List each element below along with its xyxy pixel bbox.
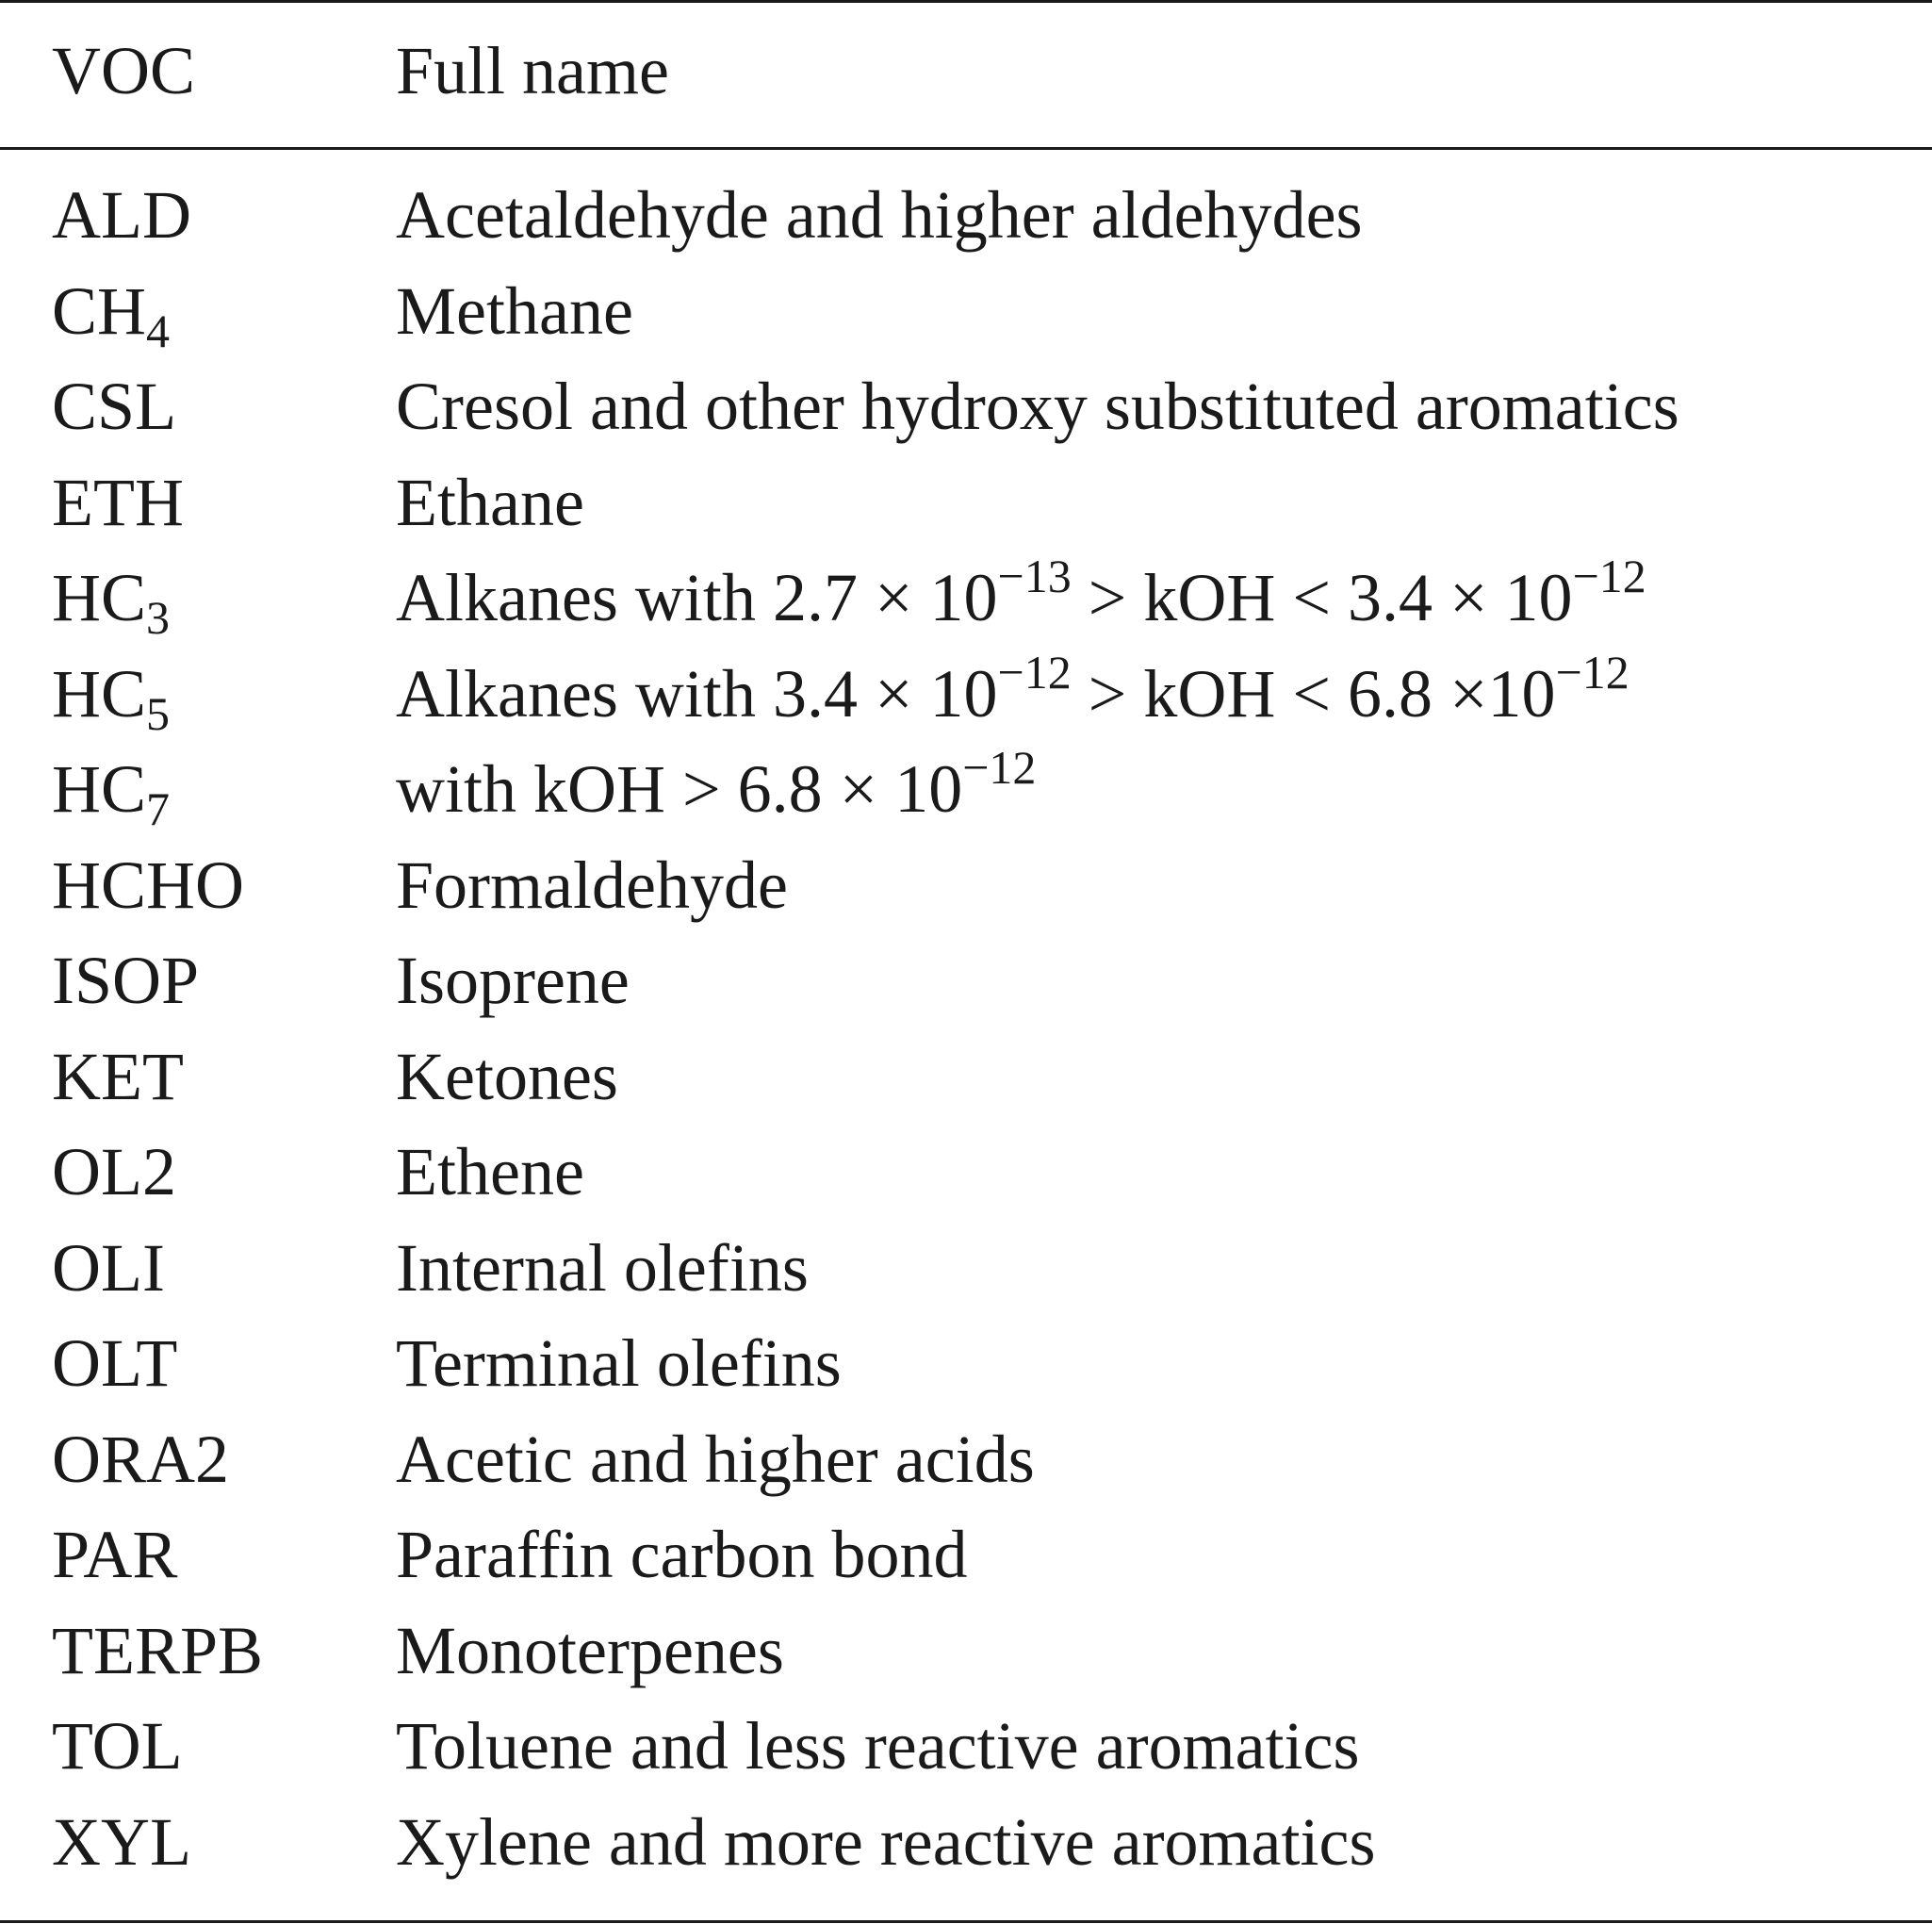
voc-code bbox=[52, 1125, 176, 1219]
voc-code-text: KET bbox=[52, 1039, 184, 1114]
table-row bbox=[0, 551, 1932, 645]
header-full-name: Full name bbox=[396, 33, 669, 108]
top-rule bbox=[0, 0, 1932, 3]
voc-code bbox=[52, 359, 176, 453]
voc-code bbox=[52, 168, 191, 262]
voc-full-name: Xylene and more reactive aromatics bbox=[396, 1804, 1376, 1880]
exponent: −12 bbox=[997, 646, 1072, 699]
table-header-row bbox=[0, 24, 1932, 118]
name-text: > kOH < 3.4 × 10 bbox=[1071, 560, 1573, 635]
voc-code bbox=[52, 1316, 177, 1410]
table-row bbox=[0, 1699, 1932, 1793]
voc-full-name: Toluene and less reactive aromatics bbox=[396, 1708, 1360, 1784]
voc-full-name: Acetaldehyde and higher aldehydes bbox=[396, 177, 1363, 253]
table-row bbox=[0, 838, 1932, 932]
voc-full-name: Isoprene bbox=[396, 943, 630, 1018]
voc-full-name bbox=[396, 742, 1036, 836]
voc-full-name: Acetic and higher acids bbox=[396, 1422, 1035, 1497]
voc-code-subscript: 5 bbox=[146, 687, 171, 740]
voc-code-text: HC bbox=[52, 751, 147, 827]
voc-code-text: HCHO bbox=[52, 847, 245, 923]
voc-code-text: TOL bbox=[52, 1708, 183, 1784]
name-text: with kOH > 6.8 × 10 bbox=[396, 751, 963, 827]
voc-full-name: Formaldehyde bbox=[396, 847, 788, 923]
voc-full-name: Paraffin carbon bond bbox=[396, 1517, 968, 1592]
table-row bbox=[0, 1795, 1932, 1889]
header-voc: VOC bbox=[52, 33, 196, 108]
voc-code bbox=[52, 1795, 191, 1889]
table-row bbox=[0, 1029, 1932, 1124]
voc-full-name: Monoterpenes bbox=[396, 1613, 784, 1688]
voc-code bbox=[52, 1029, 184, 1124]
voc-code bbox=[52, 1507, 177, 1602]
table-row bbox=[0, 1221, 1932, 1315]
voc-code-text: HC bbox=[52, 656, 147, 732]
voc-full-name: Ketones bbox=[396, 1039, 618, 1114]
voc-code-text: ORA2 bbox=[52, 1422, 230, 1497]
voc-code-text: OLI bbox=[52, 1230, 165, 1306]
voc-code bbox=[52, 647, 170, 741]
voc-full-name: Ethane bbox=[396, 465, 584, 540]
voc-code-text: PAR bbox=[52, 1517, 178, 1592]
voc-code-subscript: 7 bbox=[146, 782, 171, 835]
table-row bbox=[0, 264, 1932, 358]
voc-code bbox=[52, 1412, 229, 1506]
table-row bbox=[0, 1412, 1932, 1506]
table-row bbox=[0, 742, 1932, 836]
exponent: −12 bbox=[962, 741, 1037, 794]
voc-full-name: Terminal olefins bbox=[396, 1325, 842, 1401]
voc-code bbox=[52, 551, 170, 645]
voc-code-subscript: 3 bbox=[146, 591, 171, 644]
name-text: Alkanes with 3.4 × 10 bbox=[396, 656, 998, 732]
table-row bbox=[0, 647, 1932, 741]
table-row bbox=[0, 1316, 1932, 1410]
voc-full-name: Internal olefins bbox=[396, 1230, 809, 1306]
voc-code bbox=[52, 742, 170, 836]
voc-code-text: ETH bbox=[52, 465, 184, 540]
name-text: Alkanes with 2.7 × 10 bbox=[396, 560, 998, 635]
voc-code bbox=[52, 1221, 165, 1315]
voc-code-subscript: 4 bbox=[146, 304, 171, 357]
exponent: −12 bbox=[1572, 550, 1646, 602]
voc-code-text: XYL bbox=[52, 1804, 191, 1880]
voc-code-text: OL2 bbox=[52, 1134, 176, 1209]
table-row bbox=[0, 1507, 1932, 1602]
table-row bbox=[0, 1603, 1932, 1698]
voc-code-text: CSL bbox=[52, 369, 177, 444]
voc-code-text: CH bbox=[52, 273, 147, 349]
table-row bbox=[0, 168, 1932, 262]
voc-full-name: Ethene bbox=[396, 1134, 584, 1209]
voc-code bbox=[52, 933, 199, 1028]
voc-code bbox=[52, 1699, 183, 1793]
voc-code-text: OLT bbox=[52, 1325, 178, 1401]
name-text: > kOH < 6.8 ×10 bbox=[1071, 656, 1556, 732]
table-row bbox=[0, 455, 1932, 550]
header-rule bbox=[0, 147, 1932, 150]
voc-full-name bbox=[396, 551, 1646, 645]
voc-code-text: HC bbox=[52, 560, 147, 635]
voc-full-name: Cresol and other hydroxy substituted aromatics bbox=[396, 369, 1679, 444]
table-row bbox=[0, 933, 1932, 1028]
voc-full-name: Methane bbox=[396, 273, 633, 349]
bottom-rule bbox=[0, 1920, 1932, 1923]
table-row bbox=[0, 1125, 1932, 1219]
voc-code-text: ALD bbox=[52, 177, 191, 253]
voc-code-text: ISOP bbox=[52, 943, 200, 1018]
exponent: −13 bbox=[997, 550, 1072, 602]
voc-code bbox=[52, 264, 170, 358]
voc-code bbox=[52, 838, 244, 932]
table-row bbox=[0, 359, 1932, 453]
voc-code bbox=[52, 455, 184, 550]
voc-full-name bbox=[396, 647, 1629, 741]
voc-code-text: TERPB bbox=[52, 1613, 264, 1688]
voc-code bbox=[52, 1603, 263, 1698]
exponent: −12 bbox=[1555, 646, 1629, 699]
